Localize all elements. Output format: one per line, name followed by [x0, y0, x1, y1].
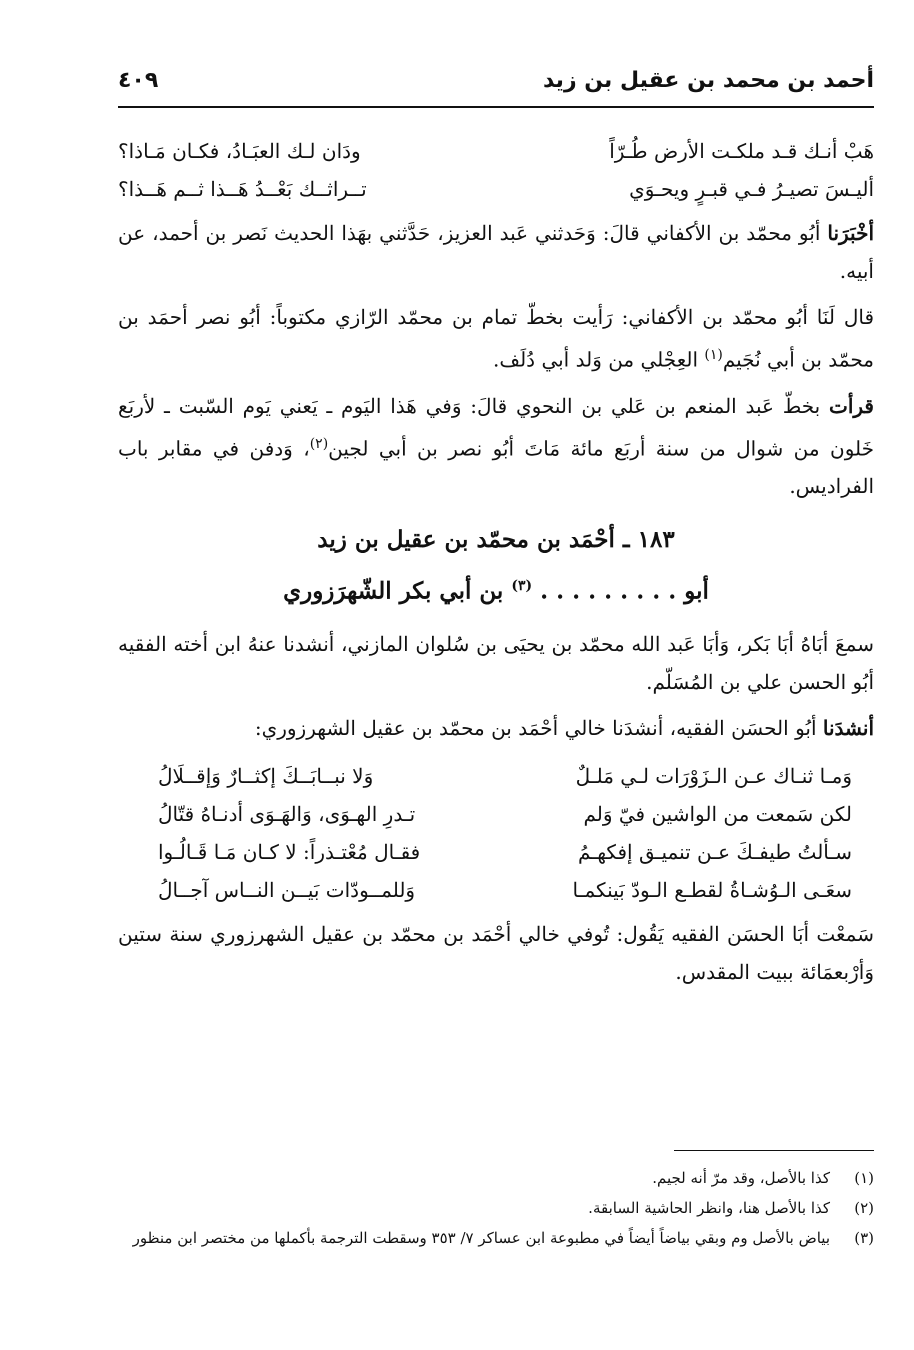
footnote-text: بياض بالأصل وم وبقي بياضاً أيضاً في مطبوعة ابن عساكر ٧/ ٣٥٣ وسقطت الترجمة بأكملها من مختصر ابن منظور [132, 1229, 830, 1247]
footnote-marker[interactable]: (٣) [511, 578, 533, 595]
verse-first-hemistich: وَمـا ثنـاك عـن الـزَوْرَات لـي مَلـلٌ [575, 763, 852, 788]
footnote [40, 1195, 874, 1221]
footnote-marker[interactable]: (١) [704, 347, 723, 363]
footnote-number: (١) [854, 1169, 874, 1187]
paragraph-lead-word: أخْبَرَنا [827, 221, 874, 245]
entry-heading-line-2 [118, 563, 874, 615]
footnote-number: (٢) [854, 1199, 874, 1217]
entry-heading [118, 517, 874, 615]
page-header [118, 64, 874, 108]
verse-line [118, 132, 874, 170]
verse-line [158, 795, 852, 833]
verse-first-hemistich: أليـسَ تصيـرُ فـي قبـرٍ ويحـوَي [629, 177, 874, 201]
footnote-marker[interactable]: (٢) [309, 435, 329, 452]
paragraph-lead-word: قرأت [829, 393, 874, 418]
paragraph-death-note [118, 915, 874, 991]
verse-first-hemistich: لكن سَمعت من الواشين فيّ وَلم [583, 801, 852, 826]
running-title: أحمد بن محمد بن عقيل بن زيد [542, 68, 874, 93]
verse-line [118, 170, 874, 208]
verse-first-hemistich: سعَـى الـوُشـاةُ لقطـع الـودّ بَينكمـا [572, 877, 852, 902]
verse-second-hemistich: وَللمــودّات بَيــن النــاس آجــالُ [158, 877, 416, 902]
footnote [40, 1165, 874, 1191]
footnotes [40, 1150, 874, 1255]
verse-second-hemistich: وَلا نبــابَــكَ إكثــارٌ وَإقــلَالُ [158, 763, 374, 788]
page-body [118, 122, 874, 999]
paragraph-lead-word: أنشدَنا [822, 715, 874, 740]
paragraph-text: سمعَ أبَاهُ أبَا بَكر، وَأبَا عَبد الله محمّد بن يحيَى بن سُلوان المازني، أنشدنا عنهُ ابن أخته الفقيه أبُو الحسن علي بن المُسَلّم. [118, 631, 874, 694]
verse-second-hemistich: تـدرِ الهـوَى، وَالهَـوَى أدنـاهُ قتّالُ [158, 801, 416, 826]
footnote-number: (٣) [854, 1229, 874, 1247]
verse-line [158, 871, 852, 909]
verse-second-hemistich: تــراثــك بَعْــدُ هَــذا ثــم هَــذا؟ [118, 177, 367, 201]
paragraph-text: بخطّ عَبد المنعم بن عَلي بن النحوي قالَ: وَفي هَذا اليَوم ـ يَعني يَوم السّبت ـ لأربَع خَلون من شوال من سنة أربَع مائة مَاتَ أبُو نصر بن أبي لجين [118, 393, 875, 461]
page-number: ٤٠٩ [118, 68, 159, 93]
entry-heading-text: بن أبي بكر الشّهرَزوري [283, 577, 512, 605]
verse-block-2 [118, 757, 874, 909]
paragraph-text: العِجْلي من وَلد أبي دُلَف. [493, 347, 705, 372]
entry-heading-line-1: ١٨٣ ـ أحْمَد بن محمّد بن عقيل بن زيد [317, 526, 675, 554]
footnote-text: كذا بالأصل، وقد مرّ أنه لجيم. [652, 1169, 830, 1187]
paragraph-anshadana [118, 709, 874, 747]
verse-line [158, 757, 852, 795]
paragraph-al-akfani [118, 298, 874, 379]
verse-second-hemistich: فقـال مُعْتـذراً: لا كـان مَـا قَـالُـوا [158, 839, 421, 864]
verse-first-hemistich: هَبْ أنـك قـد ملكـت الأرض طُـرّاً [609, 139, 874, 163]
verse-first-hemistich: سـألتُ طيفـكَ عـن تنميـق إفكهـمُ [578, 839, 852, 864]
verse-line [158, 833, 852, 871]
paragraph-samia [118, 625, 874, 701]
paragraph-text: سَمعْت أبَا الحسَن الفقيه يَقُول: تُوفي خالي أحْمَد بن محمّد بن عقيل الشهرزوري سنة ستين وَأرْبعمَائة ببيت المقدس. [118, 921, 874, 984]
footnote-divider [674, 1150, 874, 1151]
footnote [40, 1225, 874, 1251]
paragraph-text: أبُو الحسَن الفقيه، أنشدَنا خالي أحْمَد بن محمّد بن عقيل الشهرزوري: [254, 715, 823, 740]
entry-heading-text: أبو . . . . . . . . . [532, 577, 709, 605]
footnote-text: كذا بالأصل هنا، وانظر الحاشية السابقة. [588, 1199, 830, 1217]
paragraph-qaraat [118, 387, 874, 506]
paragraph-text: ، وَدفن في مقابر باب الفراديس. [118, 436, 874, 499]
paragraph-akhbarana [118, 214, 874, 290]
paragraph-text: أبُو محمّد بن الأكفاني قالَ: وَحَدثني عَبد العزيز، حَدَّثني بهَذا الحديث نَصر بن أحمد، عن أبيه. [118, 221, 874, 283]
paragraph-text: قال لَنَا أبُو محمّد بن الأكفاني: رَأيت بخطّ تمام بن محمّد الرّازي مكتوباً: أبُو نصر أحمَد بن محمّد بن أبي نُجَيم [118, 305, 874, 372]
verse-second-hemistich: ودَان لـك العبَـادُ، فكـان مَـاذا؟ [118, 139, 361, 163]
verse-block-1 [118, 132, 874, 208]
